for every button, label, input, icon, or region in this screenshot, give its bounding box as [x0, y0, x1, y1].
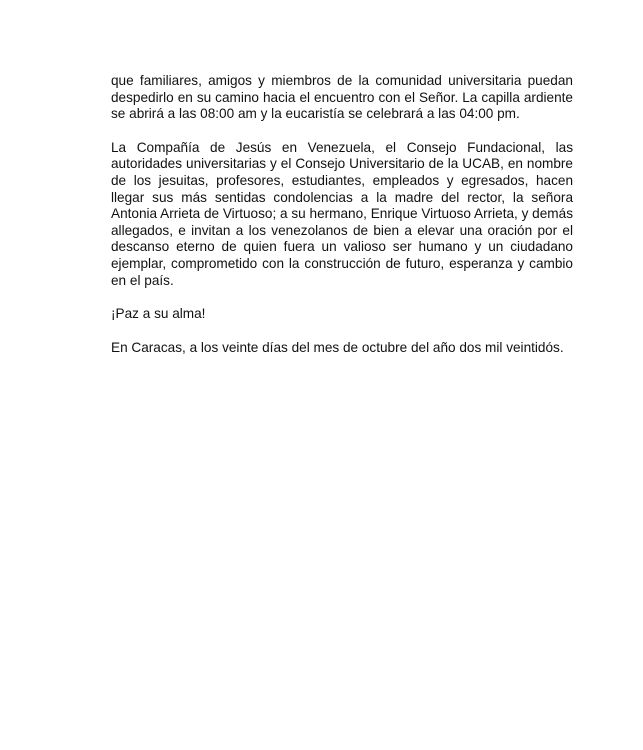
paragraph-condolences: La Compañía de Jesús en Venezuela, el Consejo Fundacional, las autoridades universitarias y el Consejo Universitario de la UCAB, en nombre de los jesuitas, profesores, estudiantes, empleados y egresados, hacen llegar sus más sentidas condolencias a la madre del rector, la señora Antonia Arrieta de Virtuoso; a su hermano, Enrique Virtuoso Arrieta, y demás allegados, e invitan a los venezolanos de bien a elevar una oración por el descanso eterno de quien fuera un valioso ser humano y un ciudadano ejemplar, comprometido con la construcción de futuro, esperanza y cambio en el país. [111, 139, 573, 288]
paragraph-funeral-details: que familiares, amigos y miembros de la comunidad universitaria puedan despedirlo en su camino hacia el encuentro con el Señor. La capilla ardiente se abrirá a las 08:00 am y la eucaristía se celebrará a las 04:00 pm. [111, 73, 573, 122]
document-body [111, 73, 573, 373]
paragraph-date-place: En Caracas, a los veinte días del mes de octubre del año dos mil veintidós. [111, 339, 564, 355]
paragraph-rest-in-peace: ¡Paz a su alma! [111, 306, 206, 322]
